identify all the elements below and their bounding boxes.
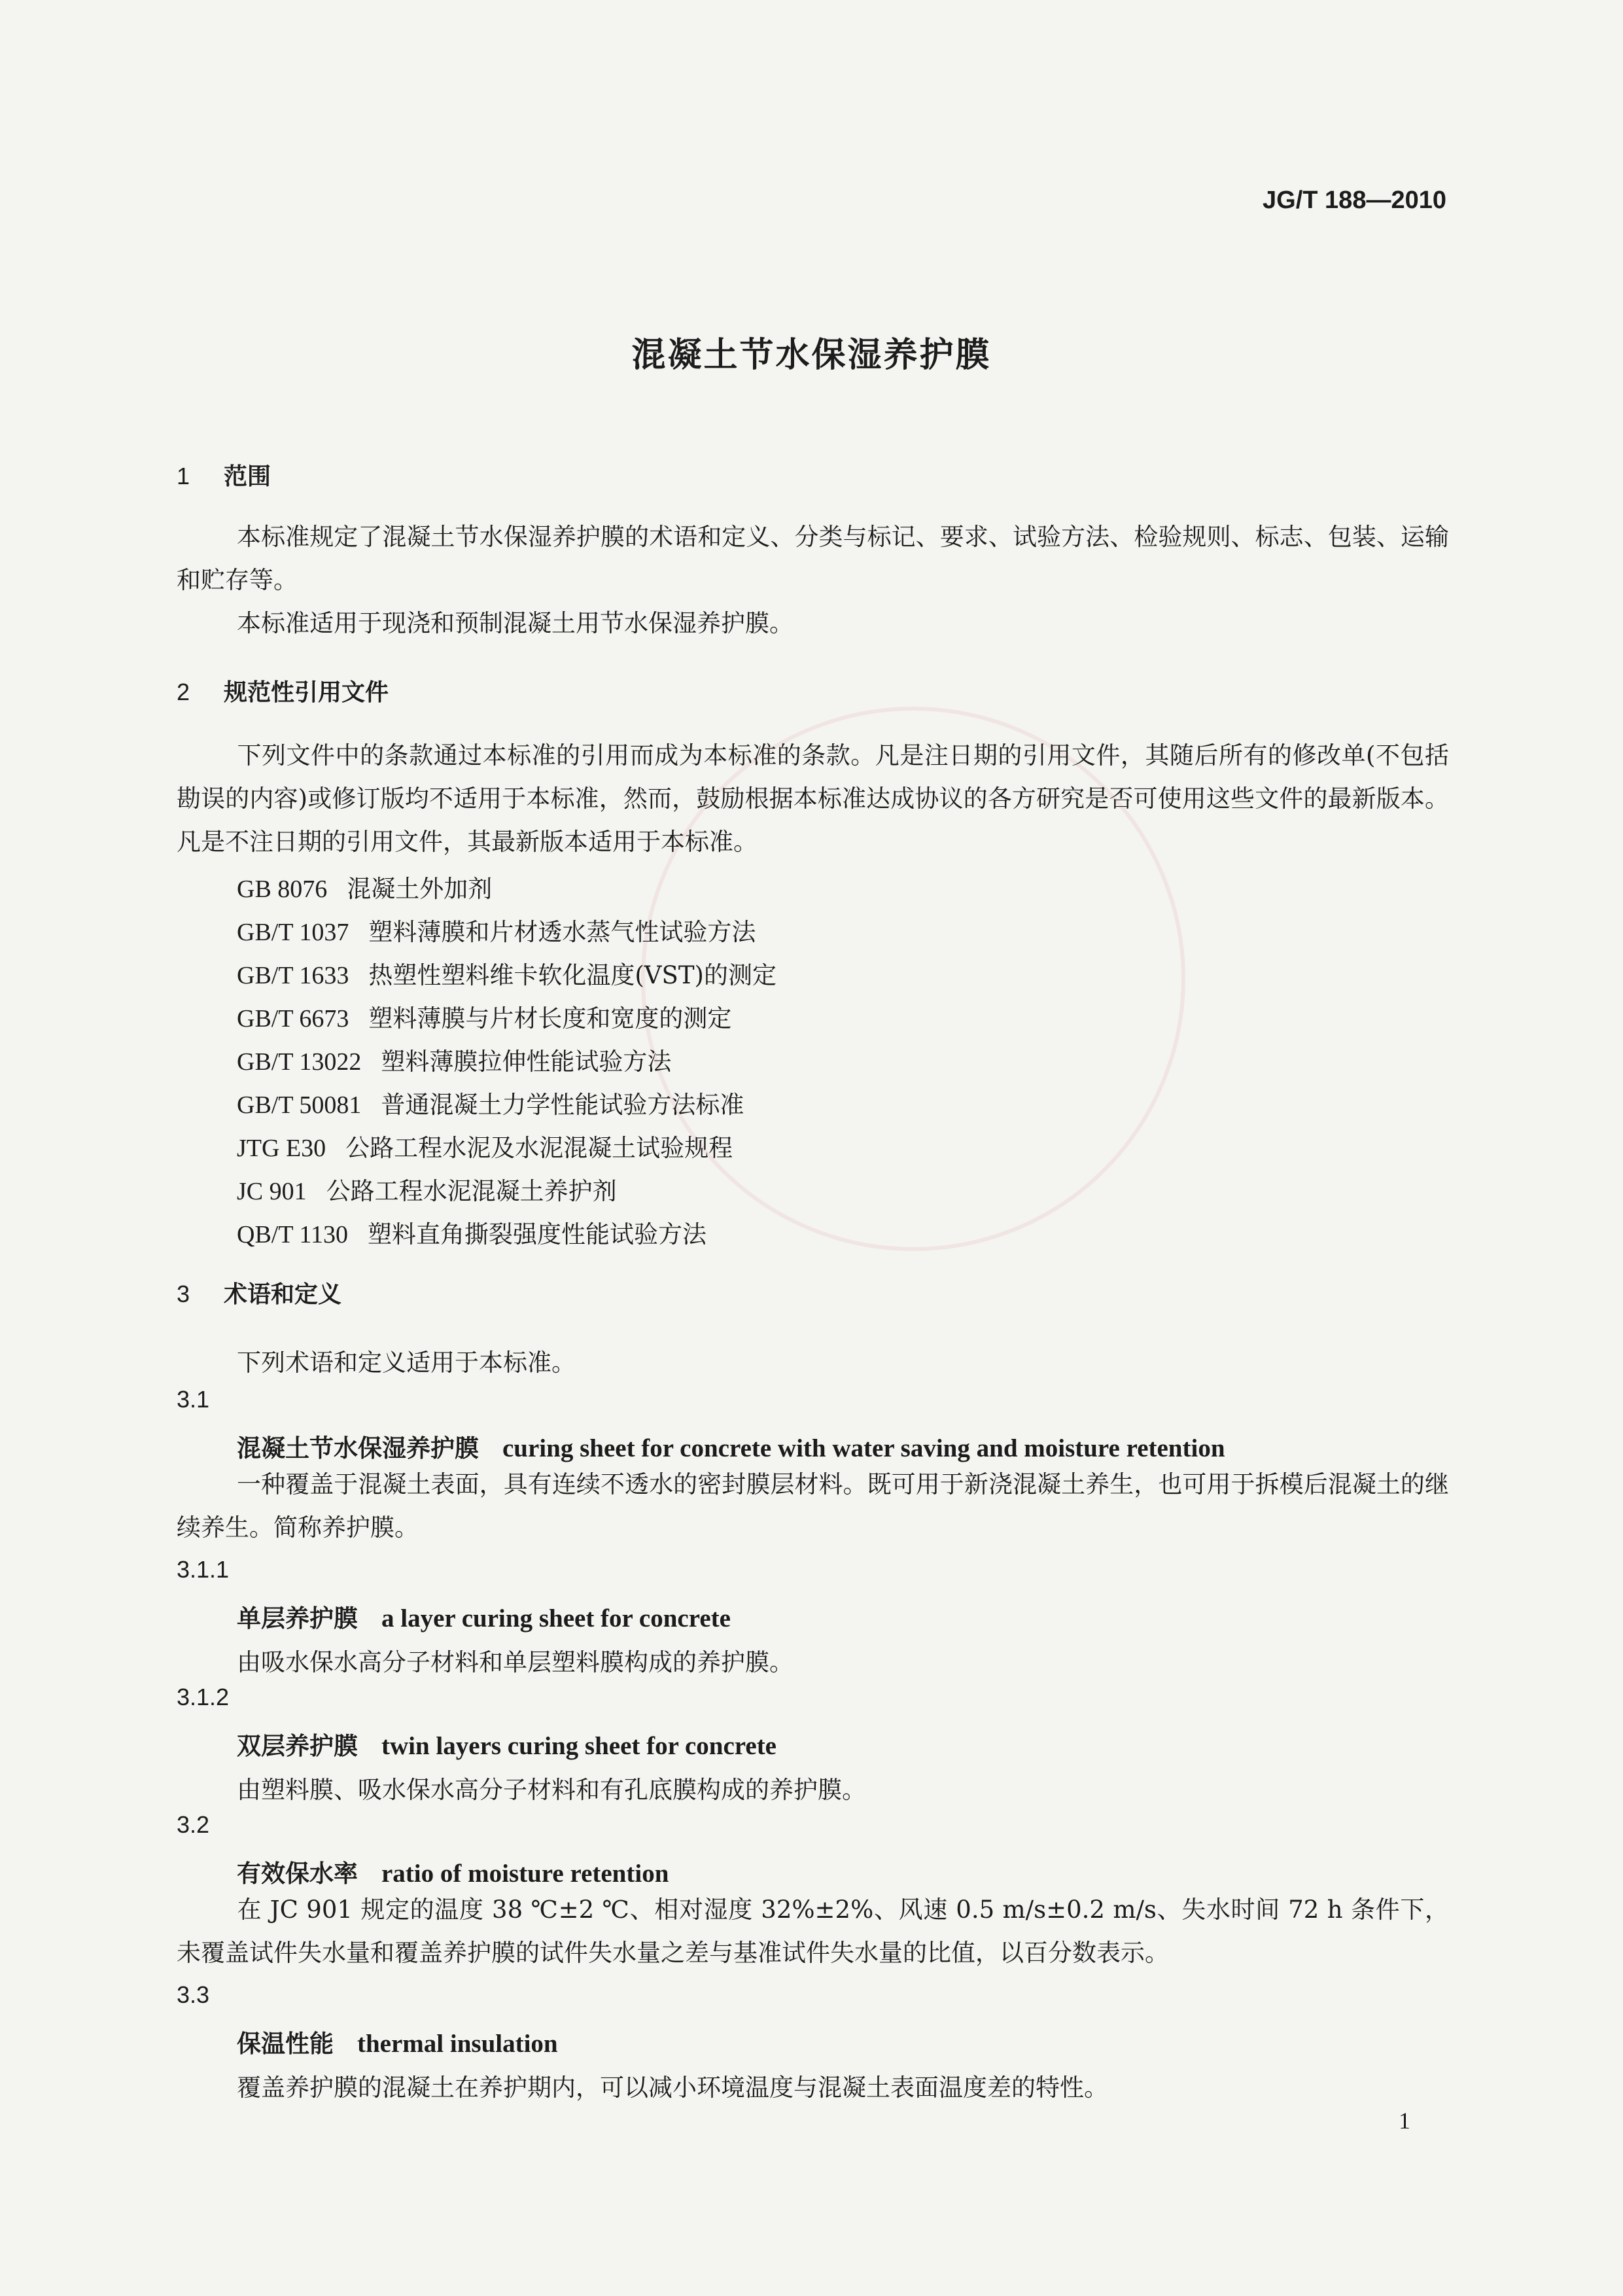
- term-en: ratio of moisture retention: [381, 1860, 669, 1888]
- reference-code: GB 8076: [237, 875, 328, 903]
- clause-number: 3.3: [177, 1981, 210, 2008]
- clause-number: 3.1: [177, 1386, 210, 1413]
- clause-number: 3.1.1: [177, 1556, 230, 1583]
- term-en: curing sheet for concrete with water saving and moisture retention: [502, 1434, 1225, 1462]
- term-definition: 由塑料膜、吸水保水高分子材料和有孔底膜构成的养护膜。: [237, 1776, 866, 1804]
- reference-title: 热塑性塑料维卡软化温度(VST)的测定: [368, 961, 777, 989]
- term-zh: 保温性能: [237, 2030, 334, 2058]
- section-title: 范围: [224, 463, 271, 490]
- reference-code: QB/T 1130: [237, 1221, 348, 1248]
- reference-item: [237, 998, 731, 1034]
- term-definition-text: 在 JC 901 规定的温度 38 ℃±2 ℃、相对湿度 32%±2%、风速 0.5 m/s±0.2 m/s、失水时间 72 h 条件下，未覆盖试件失水量和覆盖养护膜的试件失水量之差与基准试件失水量的比值，以百分数表示。: [177, 1896, 1449, 1967]
- reference-code: GB/T 13022: [237, 1048, 362, 1076]
- term-definition: 由吸水保水高分子材料和单层塑料膜构成的养护膜。: [237, 1648, 794, 1676]
- section-2-heading: [177, 674, 389, 707]
- references-intro-text: 下列文件中的条款通过本标准的引用而成为本标准的条款。凡是注日期的引用文件，其随后所有的修改单(不包括勘误的内容)或修订版均不适用于本标准，然而，鼓励根据本标准达成协议的各方研究是否可使用这些文件的最新版本。凡是不注日期的引用文件，其最新版本适用于本标准。: [177, 741, 1449, 856]
- reference-code: GB/T 6673: [237, 1005, 349, 1033]
- section-number: 2: [177, 679, 190, 705]
- scope-text-1: 本标准规定了混凝土节水保湿养护膜的术语和定义、分类与标记、要求、试验方法、检验规则、标志、包装、运输和贮存等。: [177, 523, 1449, 594]
- page-number: 1: [1399, 2108, 1410, 2134]
- term-zh: 双层养护膜: [237, 1732, 358, 1760]
- term-definition: 覆盖养护膜的混凝土在养护期内，可以减小环境温度与混凝土表面温度差的特性。: [237, 2074, 1108, 2102]
- reference-item: [237, 1042, 671, 1077]
- reference-item: [237, 1128, 733, 1163]
- reference-title: 塑料薄膜和片材透水蒸气性试验方法: [368, 918, 756, 946]
- section-number: 1: [177, 463, 190, 489]
- scope-paragraph-1: [177, 516, 1449, 602]
- term-definition: [177, 1888, 1449, 1975]
- section-title: 规范性引用文件: [224, 679, 389, 706]
- references-intro: [177, 734, 1449, 864]
- reference-title: 塑料薄膜拉伸性能试验方法: [381, 1048, 672, 1076]
- reference-code: GB/T 1037: [237, 919, 349, 946]
- section-title: 术语和定义: [224, 1281, 342, 1308]
- term-zh: 有效保水率: [237, 1860, 358, 1888]
- term-en: twin layers curing sheet for concrete: [381, 1732, 777, 1760]
- scope-paragraph-2: [177, 602, 1449, 645]
- reference-title: 混凝土外加剂: [347, 875, 493, 903]
- standard-code: JG/T 188—2010: [1263, 186, 1446, 214]
- reference-item: [237, 912, 756, 947]
- reference-item: [237, 1214, 707, 1250]
- term-en: thermal insulation: [357, 2030, 558, 2058]
- reference-code: GB/T 50081: [237, 1091, 362, 1119]
- section-1-heading: [177, 458, 271, 491]
- reference-code: JC 901: [237, 1178, 307, 1205]
- reference-title: 普通混凝土力学性能试验方法标准: [381, 1091, 744, 1119]
- term-definition-text: 一种覆盖于混凝土表面，具有连续不透水的密封膜层材料。既可用于新浇混凝土养生，也可用于拆模后混凝土的继续养生。简称养护膜。: [177, 1470, 1449, 1542]
- clause-number: 3.2: [177, 1811, 210, 1838]
- section-3-heading: [177, 1276, 341, 1309]
- reference-item: [237, 1085, 744, 1120]
- reference-code: GB/T 1633: [237, 962, 349, 989]
- reference-item: [237, 869, 492, 904]
- reference-title: 塑料直角撕裂强度性能试验方法: [367, 1220, 707, 1248]
- term-heading: [237, 2024, 558, 2059]
- term-definition: [177, 1463, 1449, 1549]
- term-zh: 单层养护膜: [237, 1604, 358, 1633]
- reference-code: JTG E30: [237, 1135, 326, 1162]
- reference-title: 塑料薄膜与片材长度和宽度的测定: [368, 1004, 732, 1033]
- term-heading: [237, 1726, 777, 1761]
- term-zh: 混凝土节水保湿养护膜: [237, 1434, 479, 1462]
- section-number: 3: [177, 1280, 190, 1307]
- scope-text-2: 本标准适用于现浇和预制混凝土用节水保湿养护膜。: [237, 609, 794, 637]
- terms-intro: 下列术语和定义适用于本标准。: [237, 1349, 576, 1377]
- term-en: a layer curing sheet for concrete: [381, 1604, 731, 1633]
- document-title: 混凝土节水保湿养护膜: [631, 336, 992, 375]
- reference-title: 公路工程水泥混凝土养护剂: [326, 1177, 617, 1205]
- reference-item: [237, 1171, 617, 1207]
- reference-title: 公路工程水泥及水泥混凝土试验规程: [345, 1134, 733, 1162]
- reference-item: [237, 955, 777, 991]
- clause-number: 3.1.2: [177, 1684, 230, 1710]
- term-heading: [237, 1598, 731, 1634]
- term-heading: [237, 1428, 1225, 1464]
- term-heading: [237, 1854, 669, 1889]
